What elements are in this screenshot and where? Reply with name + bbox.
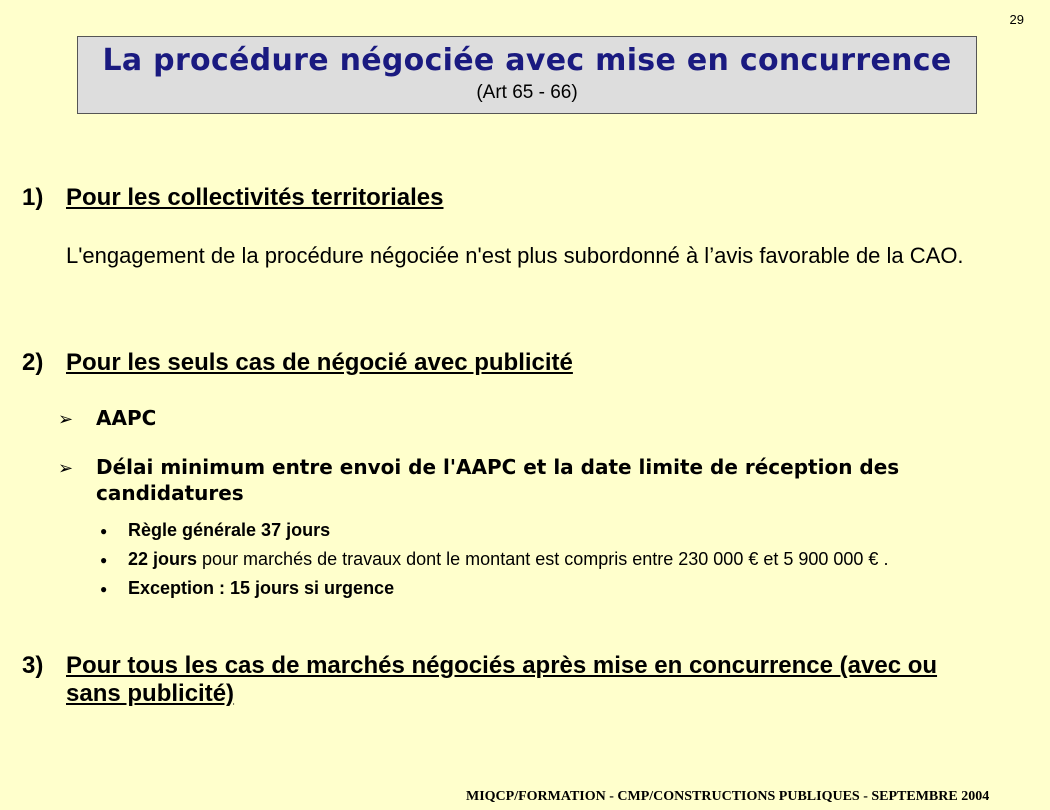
section-2-number: 2) xyxy=(22,349,44,376)
section-1-heading xyxy=(22,184,444,212)
arrow-item-delai xyxy=(58,454,996,506)
section-2-title: Pour les seuls cas de négocié avec publicité xyxy=(66,349,573,376)
section-1-title: Pour les collectivités territoriales xyxy=(66,184,444,211)
arrow-item-text: AAPC xyxy=(96,406,157,430)
arrow-bullet-icon: ➢ xyxy=(58,409,74,430)
bullet-item-travaux xyxy=(100,549,888,570)
section-3-heading xyxy=(22,652,986,708)
section-3-title: Pour tous les cas de marchés négociés après mise en concurrence (avec ou sans publicité) xyxy=(66,652,938,707)
arrow-bullet-icon: ➢ xyxy=(58,458,74,479)
section-3-number: 3) xyxy=(22,652,44,679)
bullet-text: Règle générale 37 jours xyxy=(128,520,331,540)
bullet-item-exception xyxy=(100,578,394,599)
section-1-number: 1) xyxy=(22,184,44,211)
bullet-dot-icon: ● xyxy=(100,582,108,597)
arrow-item-aapc xyxy=(58,405,996,433)
bullet-text-bold: 22 jours xyxy=(128,549,198,569)
slide-title: La procédure négociée avec mise en concurrence xyxy=(102,43,952,78)
section-1-paragraph: L'engagement de la procédure négociée n'est plus subordonné à l’avis favorable de la CAO. xyxy=(66,243,964,268)
footer: MIQCP/FORMATION - CMP/CONSTRUCTIONS PUBLIQUES - SEPTEMBRE 2004 xyxy=(466,789,990,804)
page-number: 29 xyxy=(1009,12,1024,27)
arrow-item-text: Délai minimum entre envoi de l'AAPC et la date limite de réception des candidatures xyxy=(96,455,900,505)
bullet-dot-icon: ● xyxy=(100,553,108,568)
bullet-dot-icon: ● xyxy=(100,524,108,539)
bullet-text: Exception : 15 jours si urgence xyxy=(128,578,395,598)
section-2-heading xyxy=(22,349,573,377)
bullet-item-regle xyxy=(100,520,330,541)
slide-subtitle: (Art 65 - 66) xyxy=(476,82,578,103)
title-box xyxy=(77,36,977,114)
bullet-text: pour marchés de travaux dont le montant est compris entre 230 000 € et 5 900 000 € . xyxy=(197,549,889,569)
